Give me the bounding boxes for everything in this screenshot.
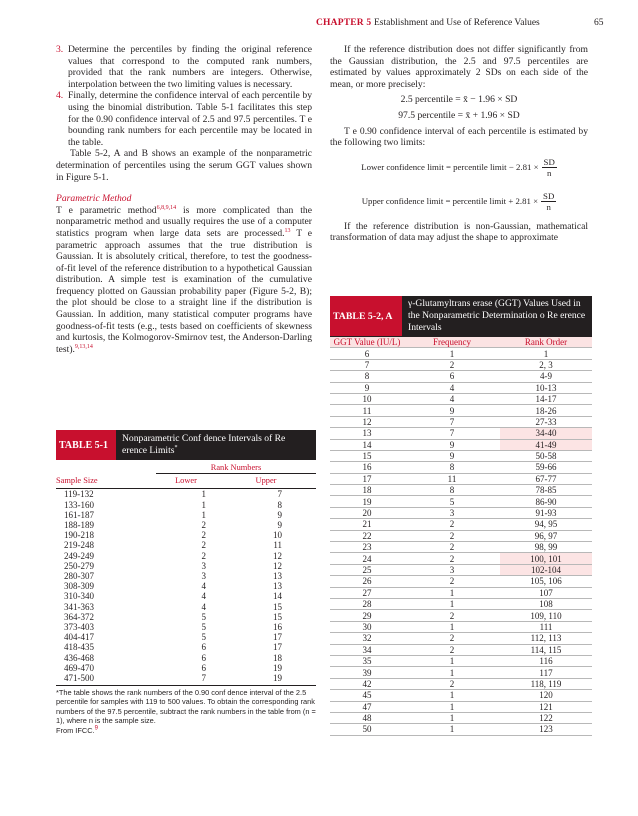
column-header-row <box>330 337 592 348</box>
table-cell: 8 <box>330 371 404 382</box>
citation[interactable]: 9,13,14 <box>74 343 93 350</box>
table-cell: 2 <box>404 359 500 370</box>
table-row <box>56 581 316 591</box>
numerator: SD <box>543 191 555 202</box>
table-row <box>330 439 592 450</box>
table-5-2-a <box>330 296 592 736</box>
table-row <box>56 561 316 571</box>
table-row <box>330 382 592 393</box>
table-cell: 11 <box>330 405 404 416</box>
table-cell: 2 <box>201 520 206 531</box>
table-cell: 249-249 <box>64 550 94 561</box>
table-cell: 27 <box>330 587 404 598</box>
table-row <box>330 450 592 461</box>
table-row <box>330 519 592 530</box>
table-cell: 102-104 <box>500 564 592 575</box>
table-cell: 17 <box>330 473 404 484</box>
table-cell: 1 <box>404 724 500 735</box>
table-row <box>56 632 316 642</box>
formula-97-5: 97.5 percentile = x̄ + 1.96 × SD <box>398 109 520 121</box>
fraction <box>541 191 556 212</box>
table-row <box>56 673 316 686</box>
table-row <box>330 576 592 587</box>
table-cell: 67-77 <box>500 473 592 484</box>
table-cell: 308-309 <box>64 581 94 592</box>
paragraph: T e 0.90 confidence interval of each percentile is estimated by the following two limits: <box>330 125 588 149</box>
table-cell: 3 <box>404 564 500 575</box>
upper-limit-formula <box>330 187 588 217</box>
column-header-row <box>56 474 316 489</box>
table-cell: 11 <box>273 540 282 551</box>
table-cell: 2 <box>404 633 500 644</box>
table-row <box>330 371 592 382</box>
table-row <box>330 644 592 655</box>
running-header <box>0 18 638 32</box>
table-cell: 250-279 <box>64 560 94 571</box>
list-item-4 <box>56 90 312 148</box>
table-row <box>330 462 592 473</box>
table-cell: 1 <box>404 667 500 678</box>
table-cell: 4 <box>404 382 500 393</box>
table-cell: 45 <box>330 690 404 701</box>
col-header: GGT Value (IU/L) <box>330 337 404 348</box>
table-cell: 7 <box>330 359 404 370</box>
table-cell: 2 <box>404 644 500 655</box>
table-row <box>330 678 592 689</box>
table-cell: 27-33 <box>500 416 592 427</box>
table-cell: 86-90 <box>500 496 592 507</box>
table-cell: 78-85 <box>500 485 592 496</box>
table-row <box>330 542 592 553</box>
denominator: n <box>546 202 551 213</box>
list-item-3 <box>56 44 312 90</box>
table-cell: 41-49 <box>500 439 592 450</box>
table-row <box>330 485 592 496</box>
table-cell: 1 <box>404 690 500 701</box>
table-cell: 32 <box>330 633 404 644</box>
table-cell: 109, 110 <box>500 610 592 621</box>
table-cell: 121 <box>500 701 592 712</box>
table-cell: 12 <box>273 560 282 571</box>
group-header: Rank Numbers <box>156 460 316 474</box>
table-cell: 4 <box>201 601 206 612</box>
table-cell: 50-58 <box>500 450 592 461</box>
list-text: Determine the percentiles by finding the original reference values that correspond to the computed rank numbers, provided that the rank numbers are integers. Otherwise, interpolation between the two limiting values is necessary. <box>68 44 312 90</box>
table-row <box>56 663 316 673</box>
table-cell: 1 <box>201 509 206 520</box>
table-cell: 2 <box>404 542 500 553</box>
table-cell: 6 <box>330 348 404 359</box>
list-number: 3. <box>56 44 64 55</box>
table-cell: 30 <box>330 621 404 632</box>
table-cell: 94, 95 <box>500 519 592 530</box>
table-cell: 6 <box>201 642 206 653</box>
table-cell: 15 <box>273 601 282 612</box>
citation[interactable]: 6,8,9,14 <box>156 204 177 211</box>
table-row <box>56 510 316 520</box>
table-cell: 1 <box>201 499 206 510</box>
table-cell: 161-187 <box>64 509 94 520</box>
table-row <box>330 724 592 735</box>
table-cell: 280-307 <box>64 571 94 582</box>
col-header: Sample Size <box>56 474 156 489</box>
table-cell: 2 <box>404 610 500 621</box>
table-cell: 341-363 <box>64 601 94 612</box>
table-cell: 8 <box>404 462 500 473</box>
table-cell: 21 <box>330 519 404 530</box>
table-cell: 9 <box>277 509 282 520</box>
paragraph: If the reference distribution does not differ significantly from the Gaussian distribution, the 2.5 and 97.5 percentiles are estimated by values approximately 2 SDs on each side of the mean, or more precisely: <box>330 44 588 90</box>
table-cell: 219-248 <box>64 540 94 551</box>
table-cell: 10-13 <box>500 382 592 393</box>
section-heading: Parametric Method <box>56 193 132 205</box>
table-cell: 2 <box>404 553 500 564</box>
table-row <box>330 667 592 678</box>
chapter-title: Establishment and Use of Reference Values <box>374 18 540 28</box>
table-row <box>56 622 316 632</box>
table-row <box>56 551 316 561</box>
table-cell: 1 <box>404 598 500 609</box>
table-cell: 18-26 <box>500 405 592 416</box>
list-text: Finally, determine the confidence interval of each percentile by using the binomial distribution. Table 5-1 facilitates this step for the 0.90 confidence interval of 2.5 and 97.5 percentiles. T e bounding rank numbers for each percentile may be located in the table. <box>68 90 312 148</box>
table-row <box>56 530 316 540</box>
table-cell: 96, 97 <box>500 530 592 541</box>
table-row <box>330 348 592 359</box>
table-row <box>330 701 592 712</box>
table-cell: 1 <box>404 701 500 712</box>
table-cell: 19 <box>216 673 316 686</box>
table-row <box>330 690 592 701</box>
table-cell: 25 <box>330 564 404 575</box>
table-row <box>330 416 592 427</box>
table-cell: 22 <box>330 530 404 541</box>
table-cell: 6 <box>201 652 206 663</box>
table-cell: 24 <box>330 553 404 564</box>
table-cell: 1 <box>201 489 206 500</box>
table-row <box>330 712 592 723</box>
table-cell: 1 <box>404 587 500 598</box>
table-cell: 404-417 <box>64 632 94 643</box>
table-cell: 5 <box>201 632 206 643</box>
table-cell: 3 <box>201 571 206 582</box>
table-cell: 310-340 <box>64 591 94 602</box>
numerator: SD <box>543 157 555 168</box>
text-run: is more complicated than the nonparametric method and usually requires the use of a computer statistics program when large data sets are processed. <box>56 204 312 239</box>
table-cell: 18 <box>273 652 282 663</box>
table-row <box>330 359 592 370</box>
table-row <box>56 591 316 601</box>
table-cell: 29 <box>330 610 404 621</box>
table-cell: 2 <box>201 550 206 561</box>
table-cell: 20 <box>330 507 404 518</box>
table-body <box>56 489 316 686</box>
table-cell: 26 <box>330 576 404 587</box>
paragraph: Table 5-2, A and B shows an example of the nonparametric determination of percentiles using the serum GGT values shown in Figure 5-1. <box>56 148 312 183</box>
table-cell: 8 <box>404 485 500 496</box>
table-cell: 9 <box>277 520 282 531</box>
table-cell: 14-17 <box>500 393 592 404</box>
table-cell: 1 <box>500 348 592 359</box>
table-cell: 116 <box>500 655 592 666</box>
table-cell: 9 <box>330 382 404 393</box>
table-cell: 10 <box>330 393 404 404</box>
table-cell: 23 <box>330 542 404 553</box>
table-5-1 <box>56 430 316 735</box>
table-body <box>330 348 592 735</box>
table-cell: 98, 99 <box>500 542 592 553</box>
table-cell: 114, 115 <box>500 644 592 655</box>
table-cell: 1 <box>404 348 500 359</box>
table-cell: 16 <box>273 622 282 633</box>
table-row <box>330 610 592 621</box>
table-row <box>56 520 316 530</box>
table-cell: 108 <box>500 598 592 609</box>
table-row <box>330 633 592 644</box>
table-source <box>56 726 316 735</box>
table-row <box>330 655 592 666</box>
table-cell: 118, 119 <box>500 678 592 689</box>
table-row <box>56 653 316 663</box>
table-cell: 3 <box>404 507 500 518</box>
formula-text: Lower confidence limit = percentile limit − 2.81 × <box>361 161 539 172</box>
table-cell: 39 <box>330 667 404 678</box>
left-column <box>56 44 312 355</box>
table-cell: 5 <box>201 622 206 633</box>
table-cell: 28 <box>330 598 404 609</box>
table-cell: 34 <box>330 644 404 655</box>
table-footnote: *The table shows the rank numbers of the 0.90 conf dence interval of the 2.5 percentile for samples with 119 to 500 values. To obtain the corresponding rank numbers of the 97.5 percentile, subtract the rank numbers in the table from (n = 1), where n is the sample size. <box>56 688 316 725</box>
table-cell: 9 <box>404 450 500 461</box>
chapter-label: CHAPTER 5 <box>316 18 372 28</box>
table-cell: 13 <box>273 581 282 592</box>
table-cell: 15 <box>330 450 404 461</box>
table-label: TABLE 5-1 <box>56 430 116 460</box>
table-cell: 34-40 <box>500 428 592 439</box>
table-cell: 111 <box>500 621 592 632</box>
source-text: From IFCC. <box>56 726 95 736</box>
table-cell: 19 <box>330 496 404 507</box>
col-header: Lower <box>156 474 216 489</box>
table-cell: 119-132 <box>64 489 94 500</box>
table-row <box>330 393 592 404</box>
table-cell: 2 <box>404 530 500 541</box>
table-cell: 18 <box>330 485 404 496</box>
table-cell: 373-403 <box>64 622 94 633</box>
table-title-bar <box>56 430 316 460</box>
paragraph: If the reference distribution is non-Gaussian, mathematical transformation of data may adjust the shape to approximate <box>330 220 588 244</box>
table-cell: 42 <box>330 678 404 689</box>
table-cell: 469-470 <box>64 662 94 673</box>
table-cell: 123 <box>500 724 592 735</box>
table-cell: 12 <box>273 550 282 561</box>
table-caption: γ-Glutamyltrans erase (GGT) Values Used in the Nonparametric Determination o Re erence Intervals <box>402 296 592 336</box>
table-cell: 2 <box>404 678 500 689</box>
table-cell: 6 <box>404 371 500 382</box>
col-header: Upper <box>216 474 316 489</box>
data-table <box>330 336 592 736</box>
table-cell: 7 <box>156 673 216 686</box>
table-row <box>56 571 316 581</box>
table-cell: 11 <box>404 473 500 484</box>
table-cell: 418-435 <box>64 642 94 653</box>
table-label: TABLE 5-2, A <box>330 296 402 336</box>
table-row <box>56 642 316 652</box>
formula-text: Upper confidence limit = percentile limit + 2.81 × <box>361 195 539 206</box>
citation[interactable]: 13 <box>284 227 291 234</box>
table-cell: 133-160 <box>64 499 94 510</box>
table-cell: 13 <box>273 571 282 582</box>
citation[interactable]: 9 <box>94 725 98 732</box>
table-row <box>330 587 592 598</box>
table-cell: 2 <box>201 540 206 551</box>
table-cell: 3 <box>201 560 206 571</box>
table-cell: 1 <box>404 655 500 666</box>
table-cell: 2 <box>404 576 500 587</box>
caption-text: Nonparametric Conf dence Intervals of Re erence Limits <box>122 433 286 456</box>
table-cell: 2 <box>201 530 206 541</box>
table-cell: 4 <box>201 591 206 602</box>
table-row <box>330 598 592 609</box>
table-cell: 190-218 <box>64 530 94 541</box>
paragraph <box>56 205 312 356</box>
col-header: Rank Order <box>500 337 592 348</box>
table-cell: 10 <box>273 530 282 541</box>
table-cell: 122 <box>500 712 592 723</box>
table-cell: 471-500 <box>56 673 156 686</box>
text-run: T e parametric method <box>56 204 157 216</box>
table-cell: 5 <box>201 611 206 622</box>
table-cell: 364-372 <box>64 611 94 622</box>
table-cell: 7 <box>404 428 500 439</box>
lower-limit-formula <box>330 153 588 183</box>
table-cell: 105, 106 <box>500 576 592 587</box>
table-cell: 8 <box>277 499 282 510</box>
text-run: T e parametric approach assumes that the true distribution is Gaussian. It is absolutely critical, therefore, to test the goodness-of-fit level of the reference distribution to a hypothetical Gaussian distribution. A simple test is examination of the cumulative frequency plotted on Gaussian probability paper (Figure 5-2, B); the plot should be close to a straight line if the distribution is Gaussian. In addition, many statistical computer programs have goodness-of-fit tests (e.g., tests based on coefficients of skewness and kurtosis, the Kolmogorov-Smirnov test, the Anderson-Darling test). <box>56 227 312 355</box>
table-row <box>330 564 592 575</box>
group-header-row <box>56 460 316 474</box>
footnote-marker: * <box>174 444 178 451</box>
table-row <box>330 405 592 416</box>
table-cell: 15 <box>273 611 282 622</box>
table-cell: 12 <box>330 416 404 427</box>
table-row <box>330 507 592 518</box>
table-cell: 4 <box>404 393 500 404</box>
table-row <box>330 553 592 564</box>
data-table <box>56 460 316 686</box>
right-column <box>330 44 588 244</box>
table-cell: 9 <box>404 439 500 450</box>
table-row <box>56 612 316 622</box>
table-row <box>330 428 592 439</box>
table-row <box>330 473 592 484</box>
col-header: Frequency <box>404 337 500 348</box>
table-cell: 7 <box>277 489 282 500</box>
table-cell: 1 <box>404 712 500 723</box>
table-cell: 17 <box>273 642 282 653</box>
table-title-bar <box>330 296 592 336</box>
table-cell: 48 <box>330 712 404 723</box>
table-cell: 19 <box>273 662 282 673</box>
table-cell: 5 <box>404 496 500 507</box>
table-cell: 2 <box>404 519 500 530</box>
table-row <box>330 530 592 541</box>
table-caption <box>116 430 316 460</box>
table-cell: 2, 3 <box>500 359 592 370</box>
table-cell: 107 <box>500 587 592 598</box>
table-cell: 17 <box>273 632 282 643</box>
table-cell: 6 <box>201 662 206 673</box>
formula-2-5: 2.5 percentile = x̄ − 1.96 × SD <box>400 94 518 106</box>
fraction <box>542 157 557 178</box>
table-row <box>56 540 316 550</box>
table-cell: 100, 101 <box>500 553 592 564</box>
table-cell: 9 <box>404 405 500 416</box>
table-row <box>330 621 592 632</box>
denominator: n <box>546 168 552 179</box>
table-cell: 59-66 <box>500 462 592 473</box>
table-cell: 4-9 <box>500 371 592 382</box>
table-cell: 4 <box>201 581 206 592</box>
table-row <box>56 500 316 510</box>
table-row <box>330 496 592 507</box>
table-cell: 112, 113 <box>500 633 592 644</box>
table-cell: 117 <box>500 667 592 678</box>
table-cell: 47 <box>330 701 404 712</box>
table-cell: 188-189 <box>64 520 94 531</box>
table-cell: 14 <box>330 439 404 450</box>
table-cell: 14 <box>273 591 282 602</box>
table-cell: 120 <box>500 690 592 701</box>
table-cell: 436-468 <box>64 652 94 663</box>
table-row <box>56 489 316 500</box>
table-cell: 1 <box>404 621 500 632</box>
list-number: 4. <box>56 90 64 102</box>
table-cell: 50 <box>330 724 404 735</box>
table-cell: 13 <box>330 428 404 439</box>
page-number: 65 <box>594 18 604 28</box>
table-cell: 16 <box>330 462 404 473</box>
table-cell: 7 <box>404 416 500 427</box>
table-cell: 91-93 <box>500 507 592 518</box>
table-row <box>56 602 316 612</box>
table-cell: 35 <box>330 655 404 666</box>
